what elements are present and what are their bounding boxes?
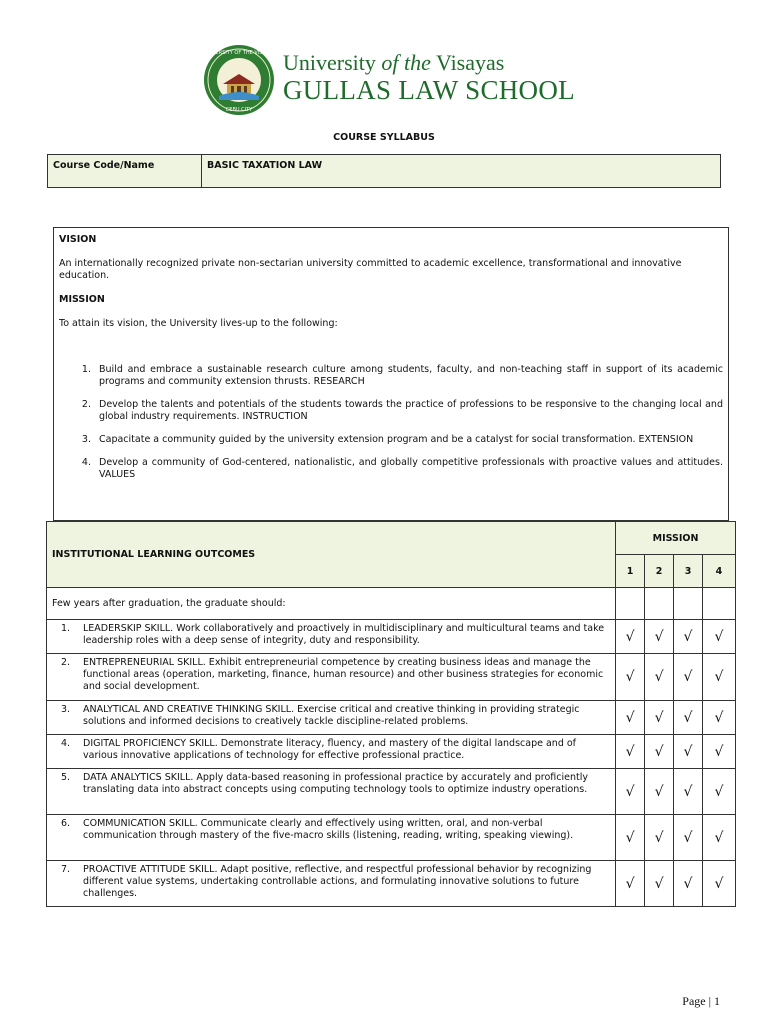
check-mark: √	[674, 620, 703, 654]
check-mark: √	[702, 654, 735, 701]
ilo-description: 6. COMMUNICATION SKILL. Communicate clearly and effectively using written, oral, and non-verbal communication through mastery of the five-macro skills (listening, reading, writing, speaking viewing).	[47, 815, 616, 861]
course-code-table	[47, 154, 721, 188]
check-mark: √	[674, 861, 703, 907]
check-mark: √	[616, 654, 645, 701]
mission-heading: MISSION	[59, 294, 105, 305]
university-seal-logo	[203, 44, 275, 116]
mission-column-4: 4	[702, 555, 735, 588]
vision-mission-box	[53, 227, 729, 521]
check-mark: √	[645, 654, 674, 701]
check-mark: √	[702, 861, 735, 907]
school-name: GULLAS LAW SCHOOL	[283, 75, 575, 105]
check-mark: √	[645, 769, 674, 815]
check-mark: √	[702, 815, 735, 861]
check-mark: √	[616, 769, 645, 815]
ilo-table	[46, 521, 736, 907]
check-mark: √	[674, 769, 703, 815]
check-mark: √	[616, 620, 645, 654]
table-row	[47, 654, 736, 701]
check-mark: √	[702, 701, 735, 735]
university-name: University of the Visayas	[283, 50, 505, 75]
course-name-value: BASIC TAXATION LAW	[202, 155, 721, 188]
vision-heading: VISION	[59, 234, 97, 245]
table-row	[47, 815, 736, 861]
check-mark: √	[702, 620, 735, 654]
mission-item: 4. Develop a community of God-centered, nationalistic, and globally competitive professionals with proactive values and attitudes. VALUES	[94, 457, 723, 481]
svg-text:CEBU CITY: CEBU CITY	[225, 107, 253, 113]
check-mark: √	[674, 654, 703, 701]
ilo-description: 1. LEADERSKIP SKILL. Work collaboratively and proactively in multidisciplinary and multicultural teams and take leadership roles with a deep sense of integrity, duty and responsibility.	[47, 620, 616, 654]
table-row	[47, 701, 736, 735]
check-mark: √	[702, 735, 735, 769]
document-title: COURSE SYLLABUS	[333, 132, 435, 143]
check-mark: √	[616, 735, 645, 769]
table-row	[47, 620, 736, 654]
ilo-description: 4. DIGITAL PROFICIENCY SKILL. Demonstrate literacy, fluency, and mastery of the digital landscape and of various innovative applications of technology for effective professional practice.	[47, 735, 616, 769]
vision-text: An internationally recognized private non-sectarian university committed to academic excellence, transformational and innovative education.	[59, 258, 682, 281]
check-mark: √	[674, 815, 703, 861]
ilo-intro: Few years after graduation, the graduate should:	[47, 588, 616, 620]
check-mark: √	[645, 735, 674, 769]
ilo-description: 2. ENTREPRENEURIAL SKILL. Exhibit entrepreneurial competence by creating business ideas and manage the functional areas (operation, marketing, finance, human resource) and other business strategies for economic and social development.	[47, 654, 616, 701]
ilo-description: 5. DATA ANALYTICS SKILL. Apply data-based reasoning in professional practice by accurately and proficiently translating data into abstract concepts using computing technology tools to optimize industry operations.	[47, 769, 616, 815]
check-mark: √	[616, 815, 645, 861]
table-row	[47, 861, 736, 907]
ilo-description: 7. PROACTIVE ATTITUDE SKILL. Adapt positive, reflective, and respectful professional behavior by recognizing different value systems, undertaking controllable actions, and formulating innovative solutions to future challenges.	[47, 861, 616, 907]
mission-intro: To attain its vision, the University lives-up to the following:	[59, 318, 338, 329]
check-mark: √	[645, 620, 674, 654]
mission-column-3: 3	[674, 555, 703, 588]
ilo-heading: INSTITUTIONAL LEARNING OUTCOMES	[47, 522, 616, 588]
mission-item: 3. Capacitate a community guided by the university extension program and be a catalyst for social transformation. EXTENSION	[94, 434, 723, 446]
mission-item: 2. Develop the talents and potentials of the students towards the practice of professions to be responsive to the changing local and global industry requirements. INSTRUCTION	[94, 399, 723, 423]
check-mark: √	[645, 815, 674, 861]
check-mark: √	[645, 861, 674, 907]
table-row	[47, 735, 736, 769]
check-mark: √	[674, 735, 703, 769]
check-mark: √	[616, 861, 645, 907]
svg-text:UNIVERSITY OF THE VISAYAS: UNIVERSITY OF THE VISAYAS	[203, 50, 275, 56]
check-mark: √	[616, 701, 645, 735]
check-mark: √	[702, 769, 735, 815]
mission-list	[59, 364, 723, 481]
course-code-label: Course Code/Name	[48, 155, 202, 188]
institution-title	[283, 50, 575, 104]
mission-column-heading: MISSION	[616, 522, 736, 555]
ilo-description: 3. ANALYTICAL AND CREATIVE THINKING SKILL. Exercise critical and creative thinking in providing strategic solutions and informed decisions to creatively tackle discipline-related problems.	[47, 701, 616, 735]
table-row	[47, 769, 736, 815]
mission-item: 1. Build and embrace a sustainable research culture among students, faculty, and non-teaching staff in support of its academic programs and community extension thrusts. RESEARCH	[94, 364, 723, 388]
mission-column-2: 2	[645, 555, 674, 588]
check-mark: √	[674, 701, 703, 735]
mission-column-1: 1	[616, 555, 645, 588]
page-number: Page | 1	[682, 994, 720, 1008]
check-mark: √	[645, 701, 674, 735]
